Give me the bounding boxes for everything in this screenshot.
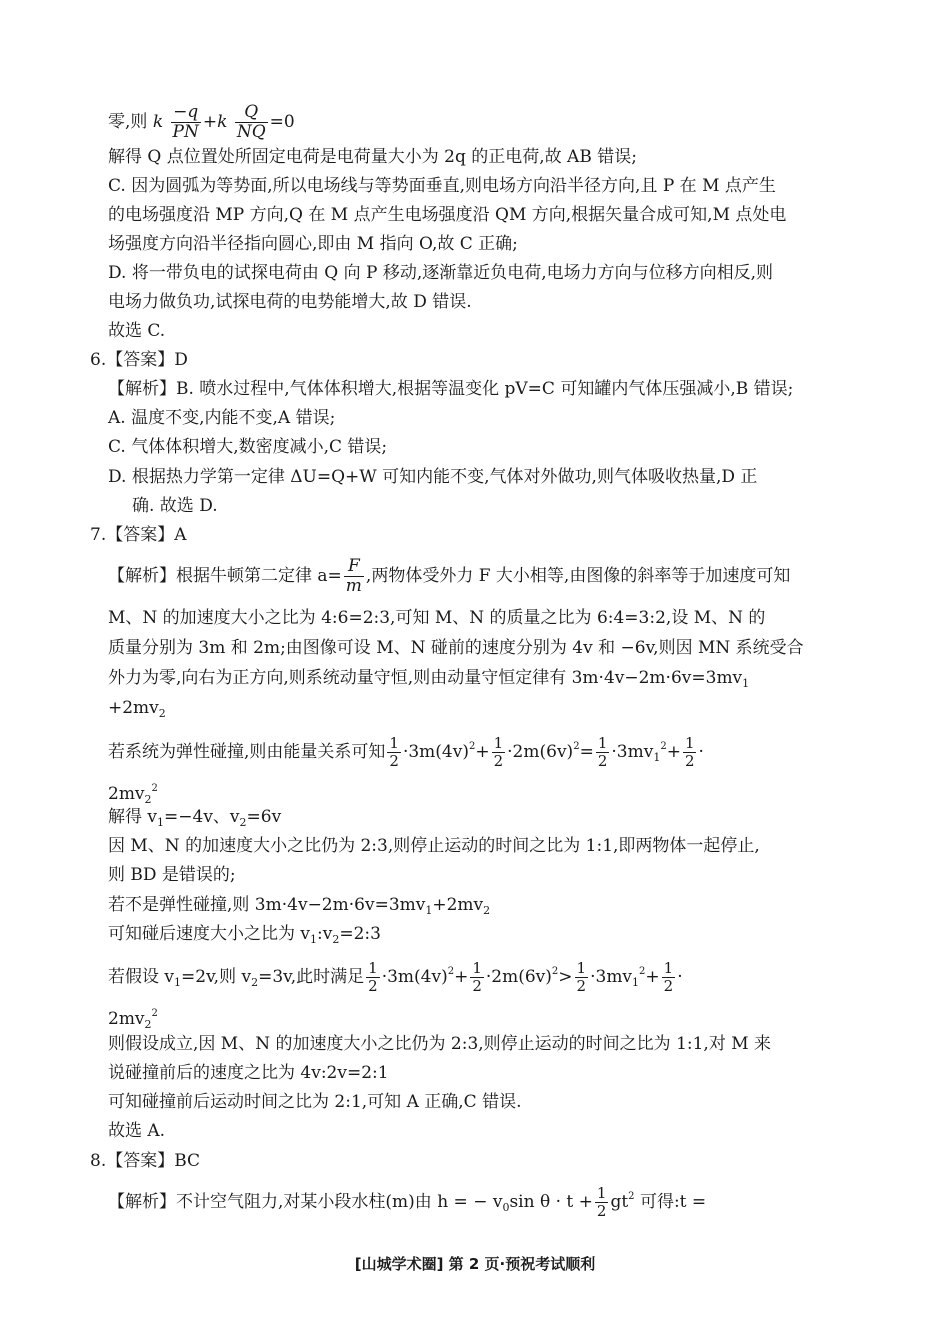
- line-14: 确. 故选 D.: [132, 496, 218, 516]
- text: 若不是弹性碰撞,则 3m·4v−2m·6v=3mv: [108, 895, 426, 915]
- line-3: C. 因为圆弧为等势面,所以电场线与等势面垂直,则电场方向沿半径方向,且 P 在 M 点产生: [108, 176, 776, 196]
- fraction: [235, 103, 268, 142]
- line-25: 则 BD 是错误的;: [108, 865, 236, 885]
- text: ·3m(4v): [402, 742, 469, 762]
- line-31: 说碰撞前后的速度之比为 4v:2v=2:1: [108, 1063, 389, 1083]
- fraction: [344, 557, 364, 596]
- line-7: 电场力做负功,试探电荷的电势能增大,故 D 错误.: [108, 292, 472, 312]
- line-35: 【解析】不计空气阻力,对某小段水柱(m)由 h = − $v_0\sin$ θ · t + $\frac{1}{2}$ $gt^2$ 可得:t =: [108, 1184, 707, 1220]
- text: 可得:t =: [639, 1192, 707, 1212]
- text: 【解析】不计空气阻力,对某小段水柱(m)由 h = − v: [108, 1192, 503, 1212]
- text: sin θ · t +: [509, 1192, 593, 1212]
- line-18: 质量分别为 3m 和 2m;由图像可设 M、N 碰前的速度分别为 4v 和 −6v,则因 MN 系统受合: [108, 638, 804, 658]
- line-1: 零,则 k $\frac{-q}{PN}$ +k $\frac{Q}{NQ}$ =0: [108, 102, 295, 142]
- text: =−4v、v: [164, 807, 240, 827]
- line-28: 若假设 $v_1=2v$,则 $v_2=3v$,此时满足 $\frac{1}{2}$ $\cdot 3m(4v)^2+$ $\frac{1}{2}$ $\cdot 2m(6v)^2>$ $\frac{1}{2}$ $\cdot 3mv_1^2+$ $\frac{1}{2}$ ·: [108, 959, 683, 995]
- fraction: [171, 103, 201, 142]
- denominator: NQ: [236, 122, 266, 142]
- text: 解得 v: [108, 807, 158, 827]
- text: =2:3: [339, 924, 381, 944]
- line-17: M、N 的加速度大小之比为 4:6=2:3,可知 M、N 的质量之比为 6:4=3:2,设 M、N 的: [108, 608, 766, 628]
- text: 2mv: [108, 1009, 145, 1029]
- page-footer: [山城学术圈] 第 2 页·预祝考试顺利: [354, 1255, 596, 1273]
- line-21: 若系统为弹性碰撞,则由能量关系可知 $\frac{1}{2}$ $\cdot 3m(4v)^2+$ $\frac{1}{2}$ $\cdot 2m(6v)^2=$ $\frac{1}{2}$ $\cdot 3mv_1^2+$ $\frac{1}{2}$ ·: [108, 734, 704, 770]
- line-4: 的电场强度沿 MP 方向,Q 在 M 点产生电场强度沿 QM 方向,根据矢量合成可知,M 点处电: [108, 205, 787, 225]
- line-13: D. 根据热力学第一定律 ΔU=Q+W 可知内能不变,气体对外做功,则气体吸收热量,D 正: [108, 467, 758, 487]
- line-33: 故选 A.: [108, 1121, 166, 1141]
- line-10: 【解析】B. 喷水过程中,气体体积增大,根据等温变化 pV=C 可知罐内气体压强减小,B 错误;: [108, 379, 794, 399]
- text: 若系统为弹性碰撞,则由能量关系可知: [108, 742, 386, 762]
- text: gt: [610, 1192, 629, 1212]
- line-23: 解得 $v_1=-4v$、$v_2=6v$: [108, 807, 282, 829]
- text: ·3mv: [611, 742, 654, 762]
- text: =3v,此时满足: [258, 967, 365, 987]
- text: ,两物体受外力 F 大小相等,由图像的斜率等于加速度可知: [365, 566, 791, 586]
- text: 可知碰后速度大小之比为 v: [108, 924, 311, 944]
- denominator: PN: [172, 122, 199, 142]
- text: +2mv: [108, 698, 159, 718]
- text: +2mv: [432, 895, 484, 915]
- line-5: 场强度方向沿半径指向圆心,即由 M 指向 O,故 C 正确;: [108, 234, 518, 254]
- line-30: 则假设成立,因 M、N 的加速度大小之比仍为 2:3,则停止运动的时间之比为 1:1,对 M 来: [108, 1034, 772, 1054]
- text: 【解析】根据牛顿第二定律 a=: [108, 566, 342, 586]
- text: 2mv: [108, 784, 145, 804]
- text: 若假设 v: [108, 967, 175, 987]
- text: =6v: [246, 807, 282, 827]
- line-29: $2mv_2^2$: [108, 1008, 158, 1031]
- denominator: m: [345, 576, 362, 596]
- answer-8: 8.【答案】BC: [90, 1151, 201, 1171]
- line-32: 可知碰撞前后运动时间之比为 2:1,可知 A 正确,C 错误.: [108, 1092, 522, 1112]
- numerator: Q: [235, 103, 268, 123]
- line-20: $+2mv_2$: [108, 698, 166, 720]
- text: =2v,则 v: [181, 967, 252, 987]
- line-8: 故选 C.: [108, 321, 166, 341]
- line-27: 可知碰后速度大小之比为 $v_1:v_2=2:3$: [108, 924, 381, 946]
- line-24: 因 M、N 的加速度大小之比仍为 2:3,则停止运动的时间之比为 1:1,即两物体一起停止,: [108, 836, 760, 856]
- text: 零,则: [108, 112, 148, 132]
- line-16: [108, 557, 790, 596]
- line-26: 若不是弹性碰撞,则 $3m\cdot 4v-2m\cdot 6v=3mv_1+2mv_2$: [108, 895, 491, 917]
- text: :v: [317, 924, 333, 944]
- text: ·2m(6v): [507, 742, 574, 762]
- line-19: 外力为零,向右为正方向,则系统动量守恒,则由动量守恒定律有 $3m\cdot 4v-2m\cdot 6v=3mv_1$: [108, 668, 750, 690]
- line-12: C. 气体体积增大,数密度减小,C 错误;: [108, 437, 388, 457]
- answer-6: 6.【答案】D: [90, 350, 188, 370]
- line-22: $2mv_2^2$: [108, 783, 158, 806]
- numerator: F: [344, 557, 364, 577]
- line-6: D. 将一带负电的试探电荷由 Q 向 P 移动,逐渐靠近负电荷,电场力方向与位移方向相反,则: [108, 263, 774, 283]
- text: 外力为零,向右为正方向,则系统动量守恒,则由动量守恒定律有 3m·4v−2m·6v=3mv: [108, 668, 743, 688]
- numerator: −q: [171, 103, 201, 123]
- answer-7: 7.【答案】A: [90, 525, 187, 545]
- line-2: 解得 Q 点位置处所固定电荷是电荷量大小为 2q 的正电荷,故 AB 错误;: [108, 147, 637, 167]
- line-11: A. 温度不变,内能不变,A 错误;: [108, 408, 336, 428]
